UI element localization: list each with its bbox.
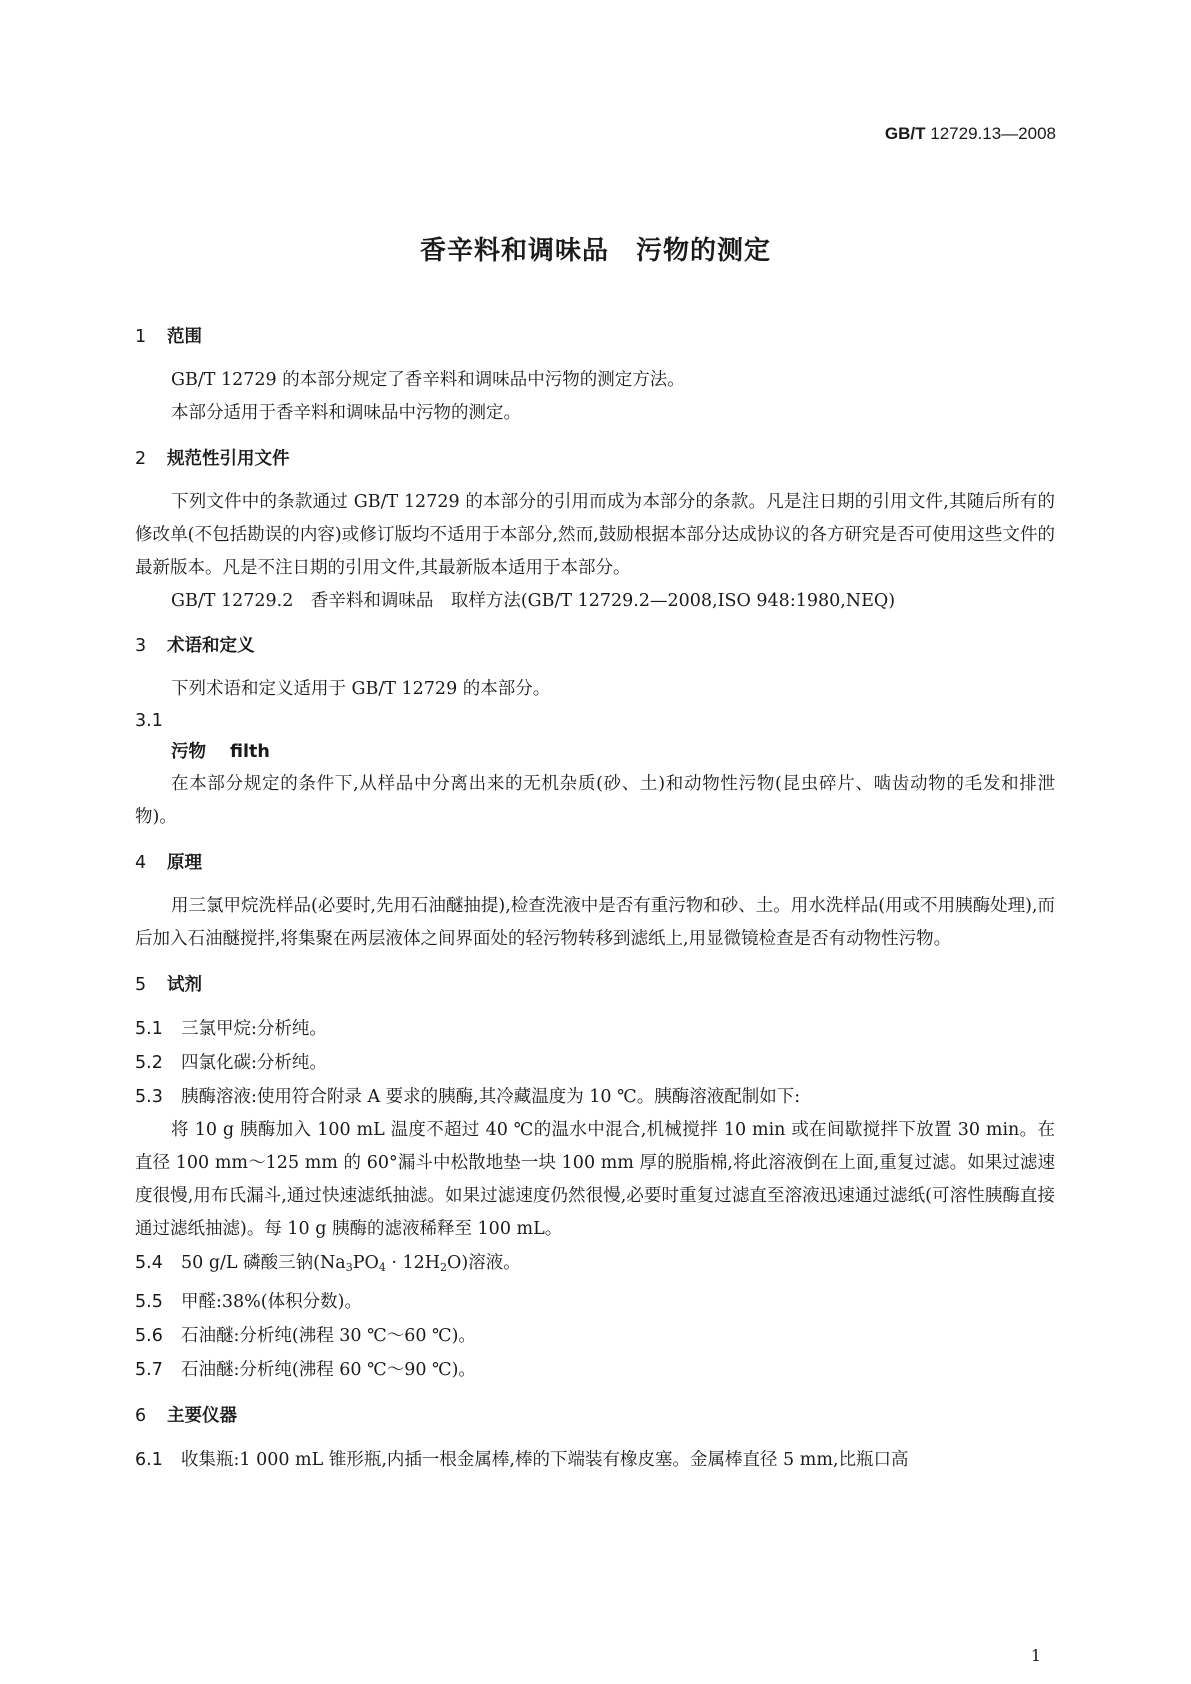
term-entry: 污物 filth (171, 742, 270, 762)
document-title: 香辛料和调味品 污物的测定 (419, 236, 771, 266)
clause-item: 5.6 石油醚:分析纯(沸程 30 ℃～60 ℃)。 (135, 1326, 476, 1346)
section-heading-scope: 1 范围 (135, 327, 202, 347)
paragraph: GB/T 12729 的本部分规定了香辛料和调味品中污物的测定方法。 (171, 370, 685, 390)
page-number: 1 (1030, 1646, 1041, 1665)
paragraph: 下列术语和定义适用于 GB/T 12729 的本部分。 (171, 679, 551, 699)
section-heading-principle: 4 原理 (135, 853, 202, 873)
term-definition: 在本部分规定的条件下,从样品中分离出来的无机杂质(砂、土)和动物性污物(昆虫碎片、啮齿动物的毛发和排泄物)。 (135, 774, 1055, 827)
standard-code: 12729.13—2008 (930, 124, 1056, 143)
standard-number (885, 124, 1056, 144)
clause-item: 6.1 收集瓶:1 000 mL 锥形瓶,内插一根金属棒,棒的下端装有橡皮塞。金属棒直径 5 mm,比瓶口高 (135, 1450, 909, 1470)
section-heading-apparatus: 6 主要仪器 (135, 1406, 237, 1426)
section-heading-terms: 3 术语和定义 (135, 636, 255, 656)
section-heading-reagents: 5 试剂 (135, 975, 202, 995)
reference-entry: GB/T 12729.2 香辛料和调味品 取样方法(GB/T 12729.2—2008,ISO 948:1980,NEQ) (171, 591, 896, 611)
standard-prefix: GB/T (884, 124, 926, 143)
clause-item: 5.5 甲醛:38%(体积分数)。 (135, 1292, 362, 1312)
clause-item: 5.3 胰酶溶液:使用符合附录 A 要求的胰酶,其冷藏温度为 10 ℃。胰酶溶液配制如下: (135, 1087, 801, 1107)
clause-item: 5.7 石油醚:分析纯(沸程 60 ℃～90 ℃)。 (135, 1360, 476, 1380)
section-heading-normative-references: 2 规范性引用文件 (135, 449, 290, 469)
clause-item: 5.1 三氯甲烷:分析纯。 (135, 1019, 327, 1039)
clause-item: 5.2 四氯化碳:分析纯。 (135, 1053, 327, 1073)
paragraph: 将 10 g 胰酶加入 100 mL 温度不超过 40 ℃的温水中混合,机械搅拌 10 min 或在间歇搅拌下放置 30 min。在直径 100 mm～125 mm 的 60°漏斗中松散地垫一块 100 mm 厚的脱脂棉,将此溶液倒在上面,重复过滤。如果过滤速度很慢,用布氏漏斗,通过快速滤纸抽滤。如果过滤速度仍然很慢,必要时重复过滤直至溶液迅速通过滤纸(可溶性胰酶直接通过滤纸抽滤)。每 10 g 胰酶的滤液稀释至 100 mL。 (135, 1120, 1055, 1239)
paragraph: 用三氯甲烷洗样品(必要时,先用石油醚抽提),检查洗液中是否有重污物和砂、土。用水洗样品(用或不用胰酶处理),而后加入石油醚搅拌,将集聚在两层液体之间界面处的轻污物转移到滤纸上,用显微镜检查是否有动物性污物。 (135, 896, 1055, 949)
paragraph: 本部分适用于香辛料和调味品中污物的测定。 (171, 403, 521, 423)
clause-item: 5.4 50 g/L 磷酸三钠$(Na_3PO_4 \cdot 12H_2O)$溶液。 (135, 1253, 521, 1274)
clause-number: 3.1 (135, 711, 163, 731)
paragraph: 下列文件中的条款通过 GB/T 12729 的本部分的引用而成为本部分的条款。凡是注日期的引用文件,其随后所有的修改单(不包括勘误的内容)或修订版均不适用于本部分,然而,鼓励根据本部分达成协议的各方研究是否可使用这些文件的最新版本。凡是不注日期的引用文件,其最新版本适用于本部分。 (135, 492, 1055, 578)
document-body (135, 322, 1055, 1477)
